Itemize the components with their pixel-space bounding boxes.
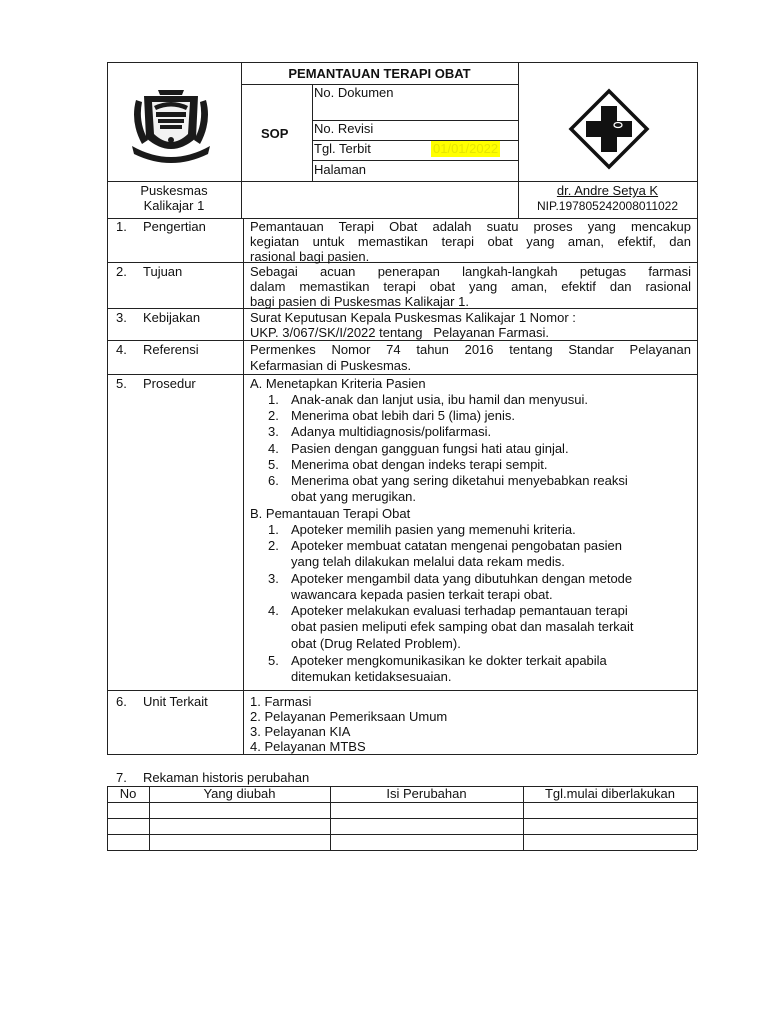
list-item-text: Menerima obat dengan indeks terapi sempit. [291, 457, 548, 472]
history-column-header: No [119, 786, 137, 801]
no-dokumen-label: No. Dokumen [314, 85, 394, 100]
halaman-label: Halaman [314, 162, 367, 177]
regional-emblem-logo [128, 86, 214, 164]
section-label: Referensi [143, 342, 199, 357]
tgl-terbit-label: Tgl. Terbit [314, 141, 371, 156]
history-column-header: Isi Perubahan [386, 786, 467, 801]
procedure-subheading-b: B. Pemantauan Terapi Obat [250, 506, 411, 521]
signatory-nip: NIP.197805242008011022 [536, 199, 679, 213]
table-row [108, 819, 697, 834]
list-item-text: Pasien dengan gangguan fungsi hati atau ginjal. [291, 441, 569, 456]
signatory-name: dr. Andre Setya K [556, 183, 659, 198]
list-item-text: obat pasien meliputi efek samping obat dan masalah terkait [291, 619, 634, 634]
list-item-number: 3. [268, 424, 279, 439]
sop-label: SOP [261, 126, 289, 141]
list-item-text: Apoteker membuat catatan mengenai pengobatan pasien [291, 538, 623, 553]
section-number: 6. [116, 694, 127, 709]
section-number: 5. [116, 376, 127, 391]
list-item-text: Apoteker melakukan evaluasi terhadap pemantauan terapi [291, 603, 628, 618]
unit-item: 2. Pelayanan Pemeriksaan Umum [250, 709, 448, 724]
section-text-line: Sebagai acuan penerapan langkah-langkah petugas farmasi [250, 264, 691, 279]
list-item-text: Menerima obat lebih dari 5 (lima) jenis. [291, 408, 515, 423]
table-row [108, 835, 697, 850]
org-name-line2: Kalikajar 1 [143, 198, 205, 213]
section-text-line: rasional bagi pasien. [250, 249, 370, 264]
section-label: Kebijakan [143, 310, 201, 325]
list-item-number: 2. [268, 408, 279, 423]
history-column-header: Tgl.mulai diberlakukan [544, 786, 676, 801]
list-item-text: Apoteker mengambil data yang dibutuhkan dengan metode [291, 571, 633, 586]
list-item-text: obat yang merugikan. [291, 489, 417, 504]
list-item-number: 4. [268, 603, 279, 618]
list-item-number: 2. [268, 538, 279, 553]
section-label: Prosedur [143, 376, 196, 391]
history-title: Rekaman historis perubahan [143, 770, 310, 785]
section-number: 4. [116, 342, 127, 357]
section-text-line: dalam memastikan terapi obat yang aman, efektif dan rasional [250, 279, 691, 294]
puskesmas-logo [568, 88, 650, 170]
list-item-text: obat (Drug Related Problem). [291, 636, 461, 651]
section-number: 3. [116, 310, 127, 325]
document-title: PEMANTAUAN TERAPI OBAT [288, 66, 471, 81]
list-item-number: 5. [268, 457, 279, 472]
section-label: Unit Terkait [143, 694, 208, 709]
list-item-text: Apoteker memilih pasien yang memenuhi kriteria. [291, 522, 576, 537]
no-revisi-label: No. Revisi [314, 121, 374, 136]
list-item-number: 1. [268, 522, 279, 537]
section-label: Tujuan [143, 264, 183, 279]
tgl-terbit-value: 01/01/2022 [433, 141, 499, 156]
section-text-line: bagi pasien di Puskesmas Kalikajar 1. [250, 294, 469, 309]
history-number: 7. [116, 770, 127, 785]
list-item-text: Apoteker mengkomunikasikan ke dokter terkait apabila [291, 653, 607, 668]
list-item-number: 5. [268, 653, 279, 668]
section-text-line: UKP. 3/067/SK/I/2022 tentang Pelayanan Farmasi. [250, 325, 549, 340]
section-text-line: kegiatan untuk memastikan terapi obat yang aman, efektif, dan [250, 234, 691, 249]
list-item-number: 1. [268, 392, 279, 407]
list-item-text: Adanya multidiagnosis/polifarmasi. [291, 424, 492, 439]
section-number: 2. [116, 264, 127, 279]
list-item-text: wawancara kepada pasien terkait terapi obat. [291, 587, 553, 602]
org-name-line1: Puskesmas [140, 183, 208, 198]
section-number: 1. [116, 219, 127, 234]
section-text-line: Surat Keputusan Kepala Puskesmas Kalikajar 1 Nomor : [250, 310, 576, 325]
table-row [108, 803, 697, 818]
unit-item: 4. Pelayanan MTBS [250, 739, 366, 754]
section-text-line: Pemantauan Terapi Obat adalah suatu proses yang mencakup [250, 219, 691, 234]
section-label: Pengertian [143, 219, 206, 234]
list-item-number: 4. [268, 441, 279, 456]
list-item-text: ditemukan ketidaksesuaian. [291, 669, 452, 684]
list-item-text: Anak-anak dan lanjut usia, ibu hamil dan menyusui. [291, 392, 589, 407]
unit-item: 1. Farmasi [250, 694, 312, 709]
list-item-text: Menerima obat yang sering diketahui menyebabkan reaksi [291, 473, 628, 488]
section-text-line: Kefarmasian di Puskesmas. [250, 358, 412, 373]
list-item-number: 6. [268, 473, 279, 488]
list-item-number: 3. [268, 571, 279, 586]
history-column-header: Yang diubah [203, 786, 276, 801]
unit-item: 3. Pelayanan KIA [250, 724, 351, 739]
list-item-text: yang telah dilakukan melalui data rekam medis. [291, 554, 565, 569]
section-text-line: Permenkes Nomor 74 tahun 2016 tentang Standar Pelayanan [250, 342, 691, 357]
procedure-subheading-a: A. Menetapkan Kriteria Pasien [250, 376, 426, 391]
